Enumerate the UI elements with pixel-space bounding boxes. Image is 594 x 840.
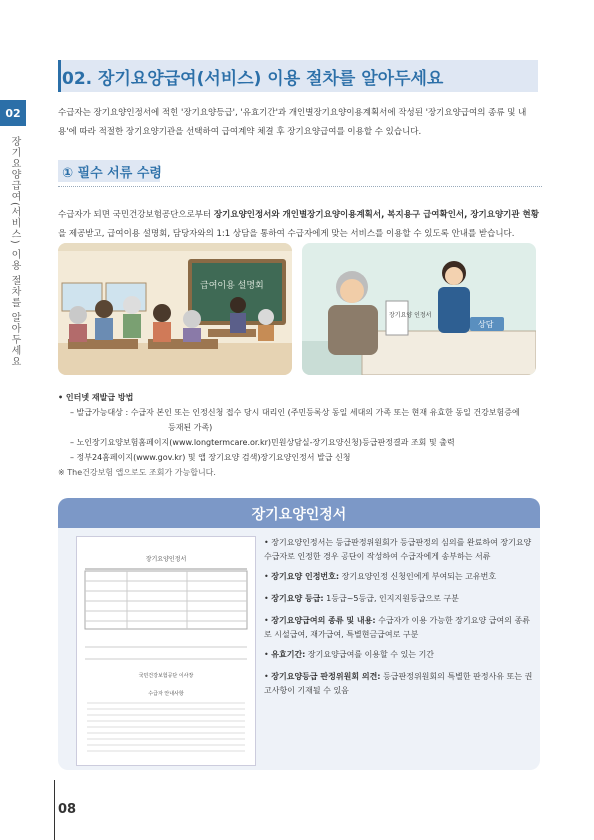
chapter-tab: 02 — [0, 100, 26, 126]
bullet-3: • 장기요양 등급: 1등급~5등급, 인지지원등급으로 구분 — [264, 594, 459, 603]
internet-line-1b: 등재된 가족) — [168, 423, 213, 432]
bullet-4: • 장기요양급여의 종류 및 내용: 수급자가 이용 가능한 장기요양 급여의 종류로 시설급여, 재가급여, 특별현금급여로 구분 — [264, 616, 530, 639]
internet-line-3: – 정부24홈페이지(www.gov.kr) 및 앱 장기요양 검색)장기요양인정서 발급 신청 — [70, 453, 351, 462]
chapter-vertical-label: 장기요양급여(서비스) 이용 절차를 알아두세요 — [9, 136, 20, 368]
card-title: 장기요양인정서 — [251, 507, 347, 523]
page-number: 08 — [58, 802, 77, 817]
bullet-2: • 장기요양 인정번호: 장기요양인정 신청인에게 부여되는 고유번호 — [264, 572, 497, 581]
doc-heading: 장기요양인정서 — [145, 556, 187, 563]
doc-issuer: 국민건강보험공단 이사장 — [138, 673, 194, 679]
board-text: 급여이용 설명회 — [200, 281, 264, 291]
illustration-consultation — [302, 243, 536, 375]
internet-line-1: – 발급가능대상 : 수급자 본인 또는 인정신청 접수 당시 대리인 (주민등록상 동일 세대의 가족 또는 현재 유효한 동일 건강보험증에 — [70, 408, 520, 417]
internet-line-2: – 노인장기요양보험홈페이지(www.longtermcare.or.kr)민원상담실-장기요양신청)등급판정결과 조회 및 출력 — [70, 438, 455, 447]
page-number-rule — [54, 780, 55, 840]
doc-illustration-text: 장기요양 인정서 — [389, 312, 432, 319]
intro-paragraph: 수급자는 장기요양인정서에 적힌 '장기요양등급', '유효기간'과 개인별장기요양이용계획서에 작성된 '장기요양급여의 종류 및 내용'에 따라 적절한 장기요양기관을 선택하여 급여계약 체결 후 장기요양급여를 이용할 수 있습니다. — [58, 108, 527, 137]
step1-paragraph — [58, 206, 542, 244]
sign-text: 상담 — [478, 320, 494, 329]
step-heading: ① 필수 서류 수령 — [62, 166, 162, 181]
page-title: 02. 장기요양급여(서비스) 이용 절차를 알아두세요 — [62, 69, 444, 89]
bullet-6: • 장기요양등급 판정위원회 의견: 등급판정위원회의 특별한 판정사유 또는 권고사항이 기재될 수 있음 — [264, 672, 533, 695]
certificate-card — [58, 498, 540, 770]
internet-head: • 인터넷 재발급 방법 — [58, 393, 134, 402]
illustration-briefing-session — [58, 243, 292, 375]
step1-text-post: 을 제공받고, 급여이용 설명회, 담당자와의 1:1 상담을 통하여 수급자에게 맞는 서비스를 이용할 수 있도록 안내를 받습니다. — [58, 229, 515, 239]
step1-text-pre: 수급자가 되면 국민건강보험공단으로부터 — [58, 210, 214, 220]
certificate-document-image — [76, 536, 256, 766]
internet-reissue-list — [58, 390, 548, 480]
title-accent-bar — [58, 60, 61, 92]
bullet-1: • 장기요양인정서는 등급판정위원회가 등급판정의 심의를 완료하여 장기요양수급자로 인정한 경우 공단이 작성하여 수급자에게 송부하는 서류 — [264, 538, 532, 561]
internet-note: ※ The건강보험 앱으로도 조회가 가능합니다. — [58, 468, 216, 477]
dotted-divider — [58, 186, 542, 187]
step1-text-bold: 장기요양인정서와 개인별장기요양이용계획서, 복지용구 급여확인서, 장기요양기관 현황 — [213, 210, 539, 220]
bullet-5: • 유효기간: 장기요양급여를 이용할 수 있는 기간 — [264, 650, 435, 659]
doc-notes-title: 수급자 안내사항 — [148, 691, 184, 697]
